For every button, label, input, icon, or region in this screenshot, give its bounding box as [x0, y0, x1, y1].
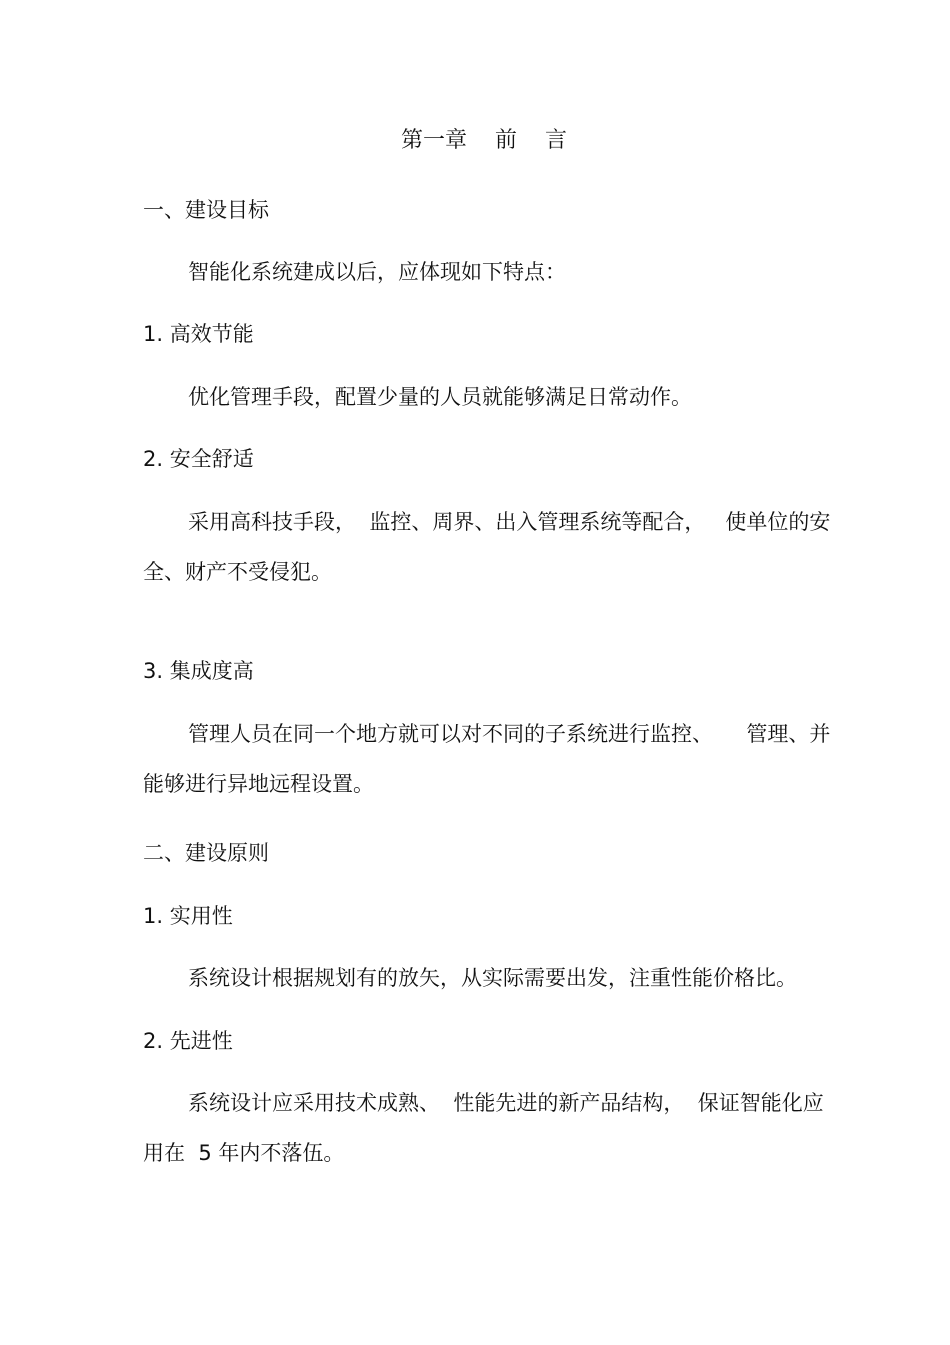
item-text: 采用高科技手段， 监控、周界、出入管理系统等配合， 使单位的安 [188, 510, 831, 534]
section-heading-principles: 二、建设原则 [143, 841, 269, 865]
item-text-continued: 用在 5 年内不落伍。 [143, 1141, 345, 1165]
item-title: 2. 先进性 [143, 1029, 233, 1053]
item-text: 优化管理手段，配置少量的人员就能够满足日常动作。 [188, 385, 692, 409]
section-intro: 智能化系统建成以后，应体现如下特点： [188, 260, 566, 284]
item-text: 系统设计应采用技术成熟、 性能先进的新产品结构， 保证智能化应 [188, 1091, 824, 1115]
item-text: 系统设计根据规划有的放矢，从实际需要出发，注重性能价格比。 [188, 966, 797, 990]
item-text-continued: 能够进行异地远程设置。 [143, 772, 374, 796]
item-title: 3. 集成度高 [143, 659, 254, 683]
item-text: 管理人员在同一个地方就可以对不同的子系统进行监控、 管理、并 [188, 722, 831, 746]
chapter-title: 第一章 前 言 [401, 128, 567, 153]
item-title: 1. 实用性 [143, 904, 233, 928]
item-title: 2. 安全舒适 [143, 447, 254, 471]
item-title: 1. 高效节能 [143, 322, 254, 346]
item-text-continued: 全、财产不受侵犯。 [143, 560, 332, 584]
section-heading-goals: 一、建设目标 [143, 198, 269, 222]
